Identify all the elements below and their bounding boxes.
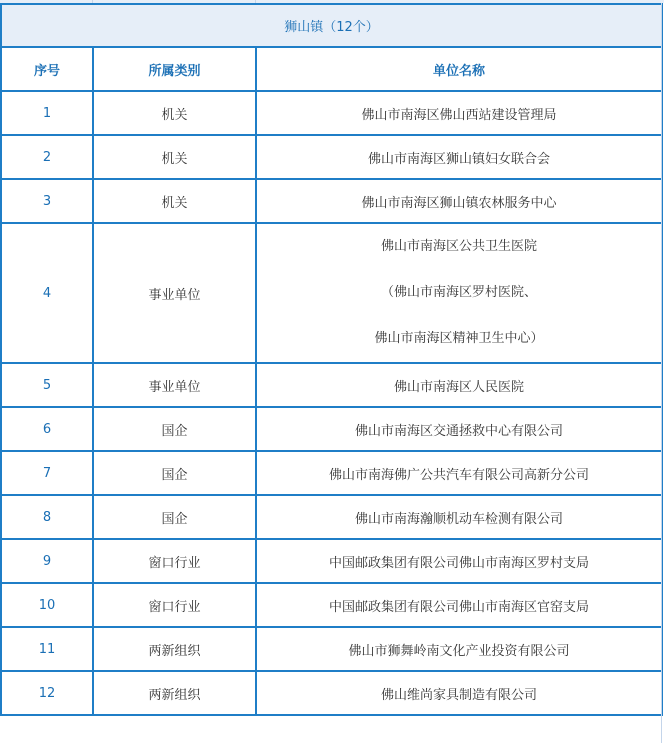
row-index: 4 [1, 223, 93, 363]
row-index: 3 [1, 179, 93, 223]
row-category: 事业单位 [93, 363, 256, 407]
table-title: 狮山镇（12个） [1, 4, 662, 47]
row-unit-name: 佛山市南海区交通拯救中心有限公司 [256, 407, 662, 451]
row-index: 1 [1, 91, 93, 135]
row-unit-name: 佛山市南海区人民医院 [256, 363, 662, 407]
row-category: 机关 [93, 91, 256, 135]
table-row [1, 223, 662, 363]
row-unit-name: 佛山维尚家具制造有限公司 [256, 671, 662, 715]
title-row [1, 4, 662, 47]
header-name: 单位名称 [256, 47, 662, 91]
table-row [1, 495, 662, 539]
table-row [1, 671, 662, 715]
row-unit-name: 佛山市狮舞岭南文化产业投资有限公司 [256, 627, 662, 671]
row-category: 两新组织 [93, 627, 256, 671]
row-unit-name: 佛山市南海区狮山镇农林服务中心 [256, 179, 662, 223]
table-row [1, 583, 662, 627]
row-index: 5 [1, 363, 93, 407]
row-index: 11 [1, 627, 93, 671]
row-category: 国企 [93, 495, 256, 539]
row-index: 8 [1, 495, 93, 539]
row-unit-name: 佛山市南海佛广公共汽车有限公司高新分公司 [256, 451, 662, 495]
row-category: 国企 [93, 451, 256, 495]
row-index: 6 [1, 407, 93, 451]
row-index: 2 [1, 135, 93, 179]
row-unit-name: 佛山市南海瀚顺机动车检测有限公司 [256, 495, 662, 539]
unit-name-line: 佛山市南海区精神卫生中心） [374, 331, 544, 346]
row-unit-name [256, 223, 662, 363]
table-row [1, 451, 662, 495]
row-index: 10 [1, 583, 93, 627]
table-row [1, 407, 662, 451]
header-category: 所属类别 [93, 47, 256, 91]
row-category: 事业单位 [93, 223, 256, 363]
row-index: 12 [1, 671, 93, 715]
row-index: 7 [1, 451, 93, 495]
row-index: 9 [1, 539, 93, 583]
row-unit-name: 中国邮政集团有限公司佛山市南海区官窑支局 [256, 583, 662, 627]
row-category: 机关 [93, 179, 256, 223]
unit-name-line: 佛山市南海区公共卫生医院 [381, 239, 538, 254]
table-row [1, 363, 662, 407]
row-category: 窗口行业 [93, 539, 256, 583]
row-unit-name: 佛山市南海区佛山西站建设管理局 [256, 91, 662, 135]
header-index: 序号 [1, 47, 93, 91]
unit-table [0, 3, 663, 716]
table-row [1, 179, 662, 223]
header-row [1, 47, 662, 91]
row-category: 两新组织 [93, 671, 256, 715]
table-row [1, 539, 662, 583]
row-unit-name: 中国邮政集团有限公司佛山市南海区罗村支局 [256, 539, 662, 583]
row-category: 窗口行业 [93, 583, 256, 627]
unit-name-line: （佛山市南海区罗村医院、 [381, 285, 538, 300]
row-category: 机关 [93, 135, 256, 179]
table-row [1, 627, 662, 671]
table-row [1, 135, 662, 179]
right-gridline [661, 3, 662, 743]
row-category: 国企 [93, 407, 256, 451]
table-row [1, 91, 662, 135]
row-unit-name: 佛山市南海区狮山镇妇女联合会 [256, 135, 662, 179]
